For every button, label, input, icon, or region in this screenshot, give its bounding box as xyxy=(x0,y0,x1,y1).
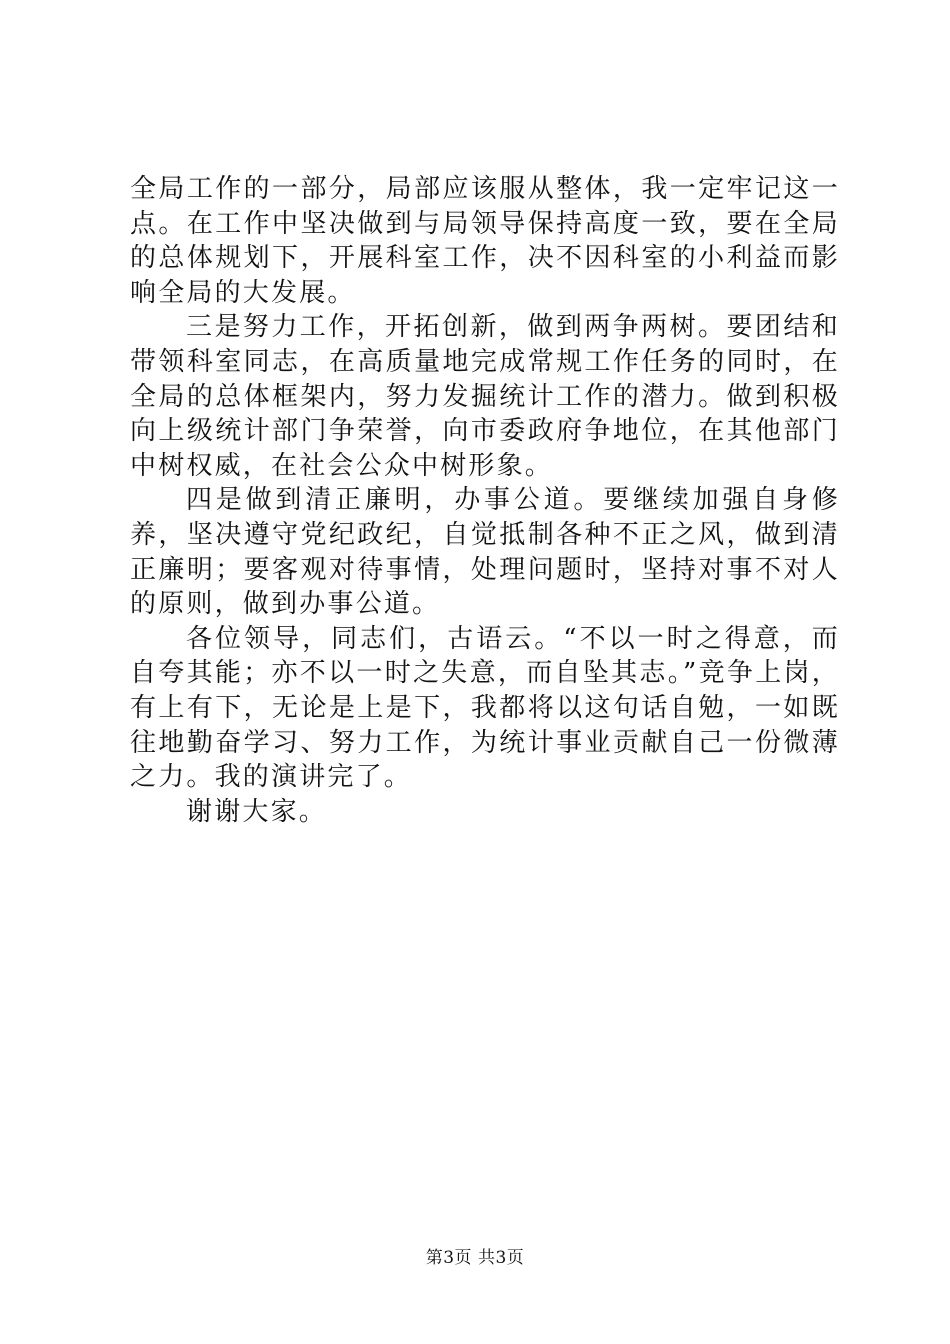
paragraph-thanks: 谢谢大家。 xyxy=(186,796,328,827)
paragraph-continuation: 全局工作的一部分，局部应该服从整体，我一定牢记这一点。在工作中坚决做到与局领导保持高度一致，要在全局的总体规划下，开展科室工作，决不因科室的小利益而影响全局的大发展。 xyxy=(130,174,840,308)
document-body xyxy=(130,172,840,829)
paragraph-point-four: 四是做到清正廉明，办事公道。要继续加强自身修养，坚决遵守党纪政纪，自觉抵制各种不正之风，做到清正廉明；要客观对待事情，处理问题时，坚持对事不对人的原则，做到办事公道。 xyxy=(130,485,840,620)
paragraph-closing: 各位领导，同志们，古语云。“不以一时之得意，而自夸其能；亦不以一时之失意，而自坠其志。”竞争上岗，有上有下，无论是上是下，我都将以这句话自勉，一如既往地勤奋学习、努力工作，为统计事业贡献自己一份微薄之力。我的演讲完了。 xyxy=(130,623,840,793)
page-number-footer: 第3页 共3页 xyxy=(425,1248,525,1268)
paragraph-point-three: 三是努力工作，开拓创新，做到两争两树。要团结和带领科室同志，在高质量地完成常规工作任务的同时，在全局的总体框架内，努力发掘统计工作的潜力。做到积极向上级统计部门争荣誉，向市委政府争地位，在其他部门中树权威，在社会公众中树形象。 xyxy=(130,312,840,481)
